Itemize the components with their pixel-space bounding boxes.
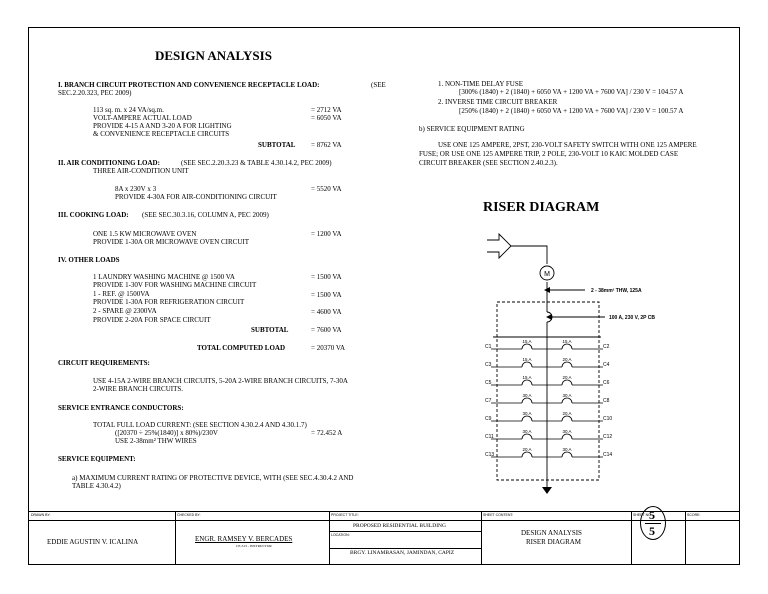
riser-diagram xyxy=(29,28,739,511)
sec2-value-2: = 5520 VA xyxy=(311,185,342,193)
sheet-total: 5 xyxy=(649,524,655,538)
service-equipment-heading: SERVICE EQUIPMENT: xyxy=(58,455,136,463)
sec1-subtotal-value: = 8762 VA xyxy=(311,141,342,149)
service-drop-symbol xyxy=(487,234,511,258)
service-rating-heading: b) SERVICE EQUIPMENT RATING xyxy=(419,125,525,133)
service-entrance-line-2: ([20370 ÷ 25%(1840)] x 80%)/230V xyxy=(115,429,218,437)
breaker-arc-left xyxy=(522,398,532,403)
sec4-line-4: PROVIDE 1-30A FOR REFRIGERATION CIRCUIT xyxy=(93,298,245,306)
sheet-content-label: SHEET CONTENT: xyxy=(483,513,514,517)
sec4-subtotal-label: SUBTOTAL xyxy=(251,326,289,334)
branch-circuits xyxy=(485,339,612,458)
breaker-arc-right xyxy=(562,380,572,385)
design-analysis-title: DESIGN ANALYSIS xyxy=(155,48,272,63)
sec1-line-3: PROVIDE 4-15 A AND 3-20 A FOR LIGHTING xyxy=(93,122,232,130)
meter-label: M xyxy=(544,271,550,278)
riser-diagram-title: RISER DIAGRAM xyxy=(483,200,600,215)
drawn-by-label: DRAWN BY: xyxy=(31,513,51,517)
sec2-line-2: 8A x 230V x 3 xyxy=(115,185,157,193)
service-entrance-value-2: = 72.452 A xyxy=(311,429,343,437)
service-equipment-a-line-1: a) MAXIMUM CURRENT RATING OF PROTECTIVE DEVICE, WITH (SEE SEC.4.30.4.2 AND xyxy=(72,474,354,482)
breaker-rating-right: 20 A xyxy=(562,375,572,380)
sec1-value-1: = 2712 VA xyxy=(311,106,342,114)
breaker-arc-right xyxy=(562,344,572,349)
service-entrance-heading: SERVICE ENTRANCE CONDUCTORS: xyxy=(58,404,184,412)
title-block xyxy=(29,511,739,565)
breaker-arc-right xyxy=(562,452,572,457)
service-drop-line xyxy=(511,246,547,264)
total-computed-load-value: = 20370 VA xyxy=(311,344,346,352)
breaker-arc-left xyxy=(522,344,532,349)
service-entrance-line-3: USE 2-38mm² THW WIRES xyxy=(115,437,197,445)
sec1-value-2: = 6050 VA xyxy=(311,114,342,122)
section-3-ref: (SEE SEC.30.3.16, COLUMN A, PEC 2009) xyxy=(142,211,269,219)
main-bus xyxy=(493,302,601,337)
sheet-content-1: DESIGN ANALYSIS xyxy=(521,529,582,537)
sec4-subtotal-value: = 7600 VA xyxy=(311,326,342,334)
breaker-rating-left: 30 A xyxy=(522,393,532,398)
fuse-formula: [300% (1840) + 2 (1840) + 6050 VA + 1200 VA + 7600 VA] / 230 V = 104.57 A xyxy=(459,88,684,96)
sec3-line-2: PROVIDE 1-30A OR MICROWAVE OVEN CIRCUIT xyxy=(93,238,250,246)
drawn-by-name: EDDIE AGUSTIN V. ICALINA xyxy=(47,538,139,546)
breaker-rating-left: 15 A xyxy=(522,375,532,380)
section-2-ref: (SEE SEC.2.20.3.23 & TABLE 4.30.14.2, PEC 2009) xyxy=(181,159,332,167)
breaker-rating-left: 30 A xyxy=(522,429,532,434)
checked-by-name: ENGR. RAMSEY V. BERCADES xyxy=(195,535,293,543)
service-entrance-line-1: TOTAL FULL LOAD CURRENT: (SEE SECTION 4.30.2.4 AND 4.30.1.7) xyxy=(93,421,307,429)
breaker-rating-left: 15 A xyxy=(522,339,532,344)
breaker-heading: 2. INVERSE TIME CIRCUIT BREAKER xyxy=(438,98,558,106)
location-label: LOCATION: xyxy=(331,533,350,537)
section-2-heading: II. AIR CONDITIONING LOAD: xyxy=(58,159,160,167)
breaker-arc-left xyxy=(522,380,532,385)
circuit-label-right: C8 xyxy=(603,398,610,404)
section-1-ref: (SEE xyxy=(371,81,386,89)
main-cb-label: 100 A, 230 V, 2P CB xyxy=(609,315,655,321)
breaker-arc-left xyxy=(522,362,532,367)
sec4-value-5: = 4600 VA xyxy=(311,308,342,316)
service-rating-line-3: CIRCUIT BREAKER (SEE SECTION 2.40.2.3). xyxy=(419,159,558,167)
breaker-rating-left: 30 A xyxy=(522,411,532,416)
circuit-label-right: C6 xyxy=(603,380,610,386)
breaker-arc-left xyxy=(522,452,532,457)
sec4-value-3: = 1500 VA xyxy=(311,291,342,299)
breaker-arc-left xyxy=(522,416,532,421)
circuit-label-right: C10 xyxy=(603,416,613,422)
service-rating-line-2: FUSE; OR USE ONE 125 AMPERE TRIP, 2 POLE, 230-VOLT 10 KAIC MOLDED CASE xyxy=(419,150,679,158)
circuit-label-right: C12 xyxy=(603,434,613,440)
location: BRGY. LINAMBASAN, JAMINDAN, CAPIZ xyxy=(350,550,455,556)
breaker-rating-left: 15 A xyxy=(522,357,532,362)
section-4-heading: IV. OTHER LOADS xyxy=(58,256,120,264)
score-label: SCORE: xyxy=(687,513,701,517)
service-wire-label: 2 - 38mm² THW, 125A xyxy=(591,288,642,294)
breaker-rating-right: 30 A xyxy=(562,393,572,398)
fuse-heading: 1. NON-TIME DELAY FUSE xyxy=(438,80,524,88)
breaker-rating-right: 30 A xyxy=(562,429,572,434)
sec1-line-4: & CONVENIENCE RECEPTACLE CIRCUITS xyxy=(93,130,230,138)
sec4-value-1: = 1500 VA xyxy=(311,273,342,281)
breaker-arc-right xyxy=(562,362,572,367)
section-1-heading: I. BRANCH CIRCUIT PROTECTION AND CONVENIENCE RECEPTACLE LOAD: xyxy=(58,81,320,89)
section-3-heading: III. COOKING LOAD: xyxy=(58,211,129,219)
sec1-subtotal-label: SUBTOTAL xyxy=(258,141,296,149)
circuit-req-line-2: 2-WIRE BRANCH CIRCUITS. xyxy=(93,385,184,393)
breaker-arc-left xyxy=(522,434,532,439)
breaker-rating-left: 20 A xyxy=(522,447,532,452)
sec4-line-5: 2 - SPARE @ 2300VA xyxy=(93,307,157,315)
breaker-formula: [250% (1840) + 2 (1840) + 6050 VA + 1200 VA + 7600 VA] / 230 V = 100.57 A xyxy=(459,107,684,115)
breaker-arc-right xyxy=(562,416,572,421)
service-equipment-a-line-2: TABLE 4.30.4.2) xyxy=(72,482,121,490)
sec3-value-1: = 1200 VA xyxy=(311,230,342,238)
ground-arrowhead xyxy=(542,487,552,494)
circuit-label-right: C4 xyxy=(603,362,610,368)
sec1-line-1: 113 sq. m. x 24 VA/sq.m. xyxy=(93,106,164,114)
circuit-label-left: C7 xyxy=(485,398,492,404)
sheet-number: 5 xyxy=(649,508,655,522)
breaker-rating-right: 30 A xyxy=(562,447,572,452)
circuit-requirements-heading: CIRCUIT REQUIREMENTS: xyxy=(58,359,150,367)
section-1-ref-cont: SEC.2.20.323, PEC 2009) xyxy=(58,89,132,97)
total-computed-load-label: TOTAL COMPUTED LOAD xyxy=(197,344,286,352)
circuit-label-left: C13 xyxy=(485,452,495,458)
main-cb-arrowhead xyxy=(546,314,552,320)
sec4-line-3: 1 - REF. @ 1500VA xyxy=(93,290,150,298)
sheet-no-label: SHEET NO. xyxy=(633,513,652,517)
sheet-content-2: RISER DIAGRAM xyxy=(526,538,582,546)
circuit-label-left: C3 xyxy=(485,362,492,368)
breaker-rating-right: 20 A xyxy=(562,411,572,416)
sec2-line-3: PROVIDE 4-30A FOR AIR-CONDITIONING CIRCUIT xyxy=(115,193,277,201)
panelboard-box xyxy=(497,302,599,480)
circuit-label-left: C1 xyxy=(485,344,492,350)
sec4-line-2: PROVIDE 1-30V FOR WASHING MACHINE CIRCUIT xyxy=(93,281,257,289)
circuit-label-left: C11 xyxy=(485,434,494,440)
circuit-label-right: C2 xyxy=(603,344,610,350)
breaker-arc-right xyxy=(562,434,572,439)
project-title-label: PROJECT TITLE: xyxy=(331,513,359,517)
breaker-rating-right: 15 A xyxy=(562,339,572,344)
breaker-arc-right xyxy=(562,398,572,403)
project-title: PROPOSED RESIDENTIAL BUILDING xyxy=(353,523,446,529)
checked-by-role: CE-313 - INSTRUCTOR xyxy=(236,544,272,548)
service-rating-line-1: USE ONE 125 AMPERE, 2PST, 230-VOLT SAFETY SWITCH WITH ONE 125 AMPERE xyxy=(438,141,697,149)
breaker-rating-right: 20 A xyxy=(562,357,572,362)
circuit-label-right: C14 xyxy=(603,452,613,458)
sec3-line-1: ONE 1.5 KW MICROWAVE OVEN xyxy=(93,230,197,238)
sec2-line-1: THREE AIR-CONDITION UNIT xyxy=(93,167,189,175)
sec1-line-2: VOLT-AMPERE ACTUAL LOAD xyxy=(93,114,192,122)
sec4-line-1: 1 LAUNDRY WASHING MACHINE @ 1500 VA xyxy=(93,273,235,281)
checked-by-label: CHECKED BY: xyxy=(177,513,201,517)
circuit-label-left: C9 xyxy=(485,416,492,422)
circuit-label-left: C5 xyxy=(485,380,492,386)
drawing-sheet xyxy=(28,27,740,565)
sec4-line-6: PROVIDE 2-20A FOR SPACE CIRCUIT xyxy=(93,316,211,324)
circuit-req-line-1: USE 4-15A 2-WIRE BRANCH CIRCUITS, 5-20A 2-WIRE BRANCH CIRCUITS, 7-30A xyxy=(93,377,348,385)
